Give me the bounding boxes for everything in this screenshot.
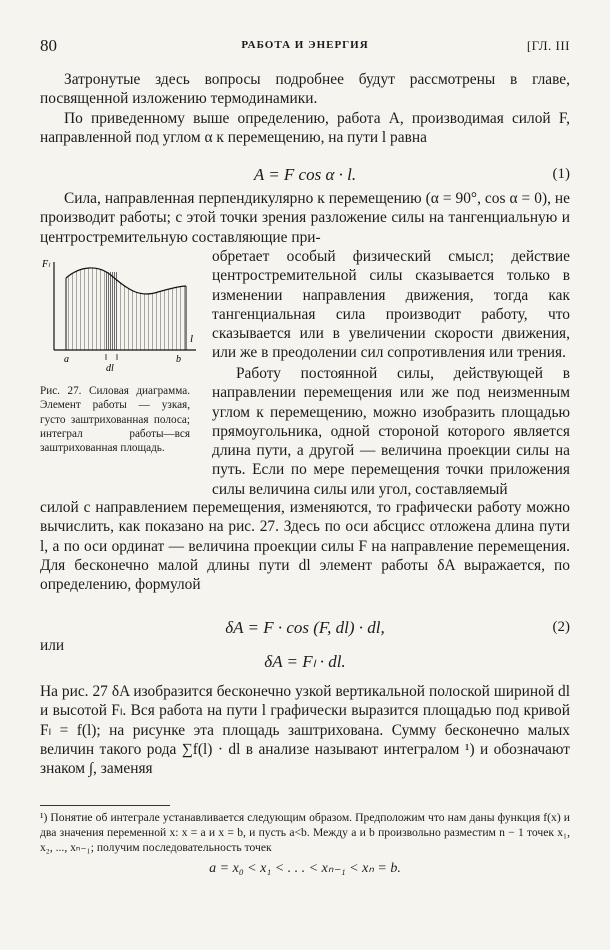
footnote-formula: a = x₀ < x₁ < . . . < xₙ₋₁ < xₙ = b. [209, 861, 401, 876]
x-axis-label: l [190, 333, 194, 345]
paragraph-graphical-work: силой с направлением перемещения, изменяются, то графически работу можно вычислить, как показано на рис. 27. Здесь по оси абсцисс отложена длина пути l, а по оси ординат — величина проекции силы F на направление перемещения. Для бесконечно малой длины пути dl элемент работы δA выражается, по определению, формулой [40, 499, 570, 594]
equation-3-formula: δA = Fₗ · dl. [264, 652, 346, 671]
point-b-label: b [176, 354, 181, 365]
running-title: РАБОТА И ЭНЕРГИЯ [241, 39, 369, 51]
equation-3 [40, 652, 570, 672]
force-diagram-figure [40, 258, 200, 373]
point-a-label: a [64, 354, 69, 365]
running-header [40, 36, 570, 58]
paragraph-work-definition: По приведенному выше определению, работа A, производимая силой F, направленной под углом α к перемещению, на пути l равна [40, 110, 570, 147]
dl-label: dl [106, 363, 114, 373]
equation-2 [40, 618, 570, 638]
work-area-hatched [66, 268, 186, 350]
equation-2-formula: δA = F · cos (F, dl) · dl, [225, 618, 385, 637]
word-or: или [40, 637, 65, 654]
equation-1-number: (1) [552, 166, 570, 182]
paragraph-thermodynamics: Затронутые здесь вопросы подробнее будут рассмотрены в главе, посвященной изложению термодинамики. [40, 71, 570, 108]
figure-caption: Рис. 27. Силовая диаграмма. Элемент работы — узкая, густо заштрихованная полоса; интеграл работы—вся заштрихованная площадь. [40, 385, 190, 455]
paragraph-constant-force-right: Работу постоянной силы, действующей в направлении перемещения или же под неизменным углом к перемещению, можно изобразить площадью прямоугольника, одной стороной которого является длина пути, а другой — величина проекции силы на путь. Если по мере перемещения точки приложения силы величина силы или угол, составляемый [212, 365, 570, 498]
equation-2-number: (2) [552, 619, 570, 635]
footnote: ¹) Понятие об интеграле устанавливается следующим образом. Предположим что нам даны функция f(x) и два значения переменной x: x = a и x = b, и пусть a<b. Между a и b произвольно разместим n − 1 точек x₁, x₂, ..., xₙ₋₁; получим последовательность точек [40, 811, 570, 855]
paragraph-integral: На рис. 27 δA изобразится бесконечно узкой вертикальной полоской шириной dl и высотой Fₗ. Вся работа на пути l графически выразится площадью под кривой Fₗ = f(l); на рисунке эта площадь заштрихована. Сумму бесконечно малых величин такого рода ∑f(l) · dl в анализе называют интегралом ¹) и обозначают знаком ∫, заменяя [40, 683, 570, 778]
y-axis-label: Fₗ [42, 259, 50, 270]
paragraph-perpendicular-force: Сила, направленная перпендикулярно к перемещению (α = 90°, cos α = 0), не производит работы; с этой точки зрения разложение силы на тангенциальную и центростремительную составляющие при- [40, 190, 570, 246]
work-element-strip [106, 272, 117, 350]
chapter-label: [ГЛ. III [526, 38, 570, 53]
page-number: 80 [40, 36, 57, 55]
footnote-separator [40, 805, 170, 806]
equation-1-formula: A = F cos α · l. [253, 165, 357, 184]
paragraph-centripetal-right: обретает особый физический смысл; действие центростремительной силы сказывается только в изменении направления движения, тогда как тангенциальная сила производит работу, что сказывается или в увеличении скорости движения, или же в преодолении сил сопротивления или трения. [212, 248, 570, 362]
equation-1 [40, 165, 570, 185]
